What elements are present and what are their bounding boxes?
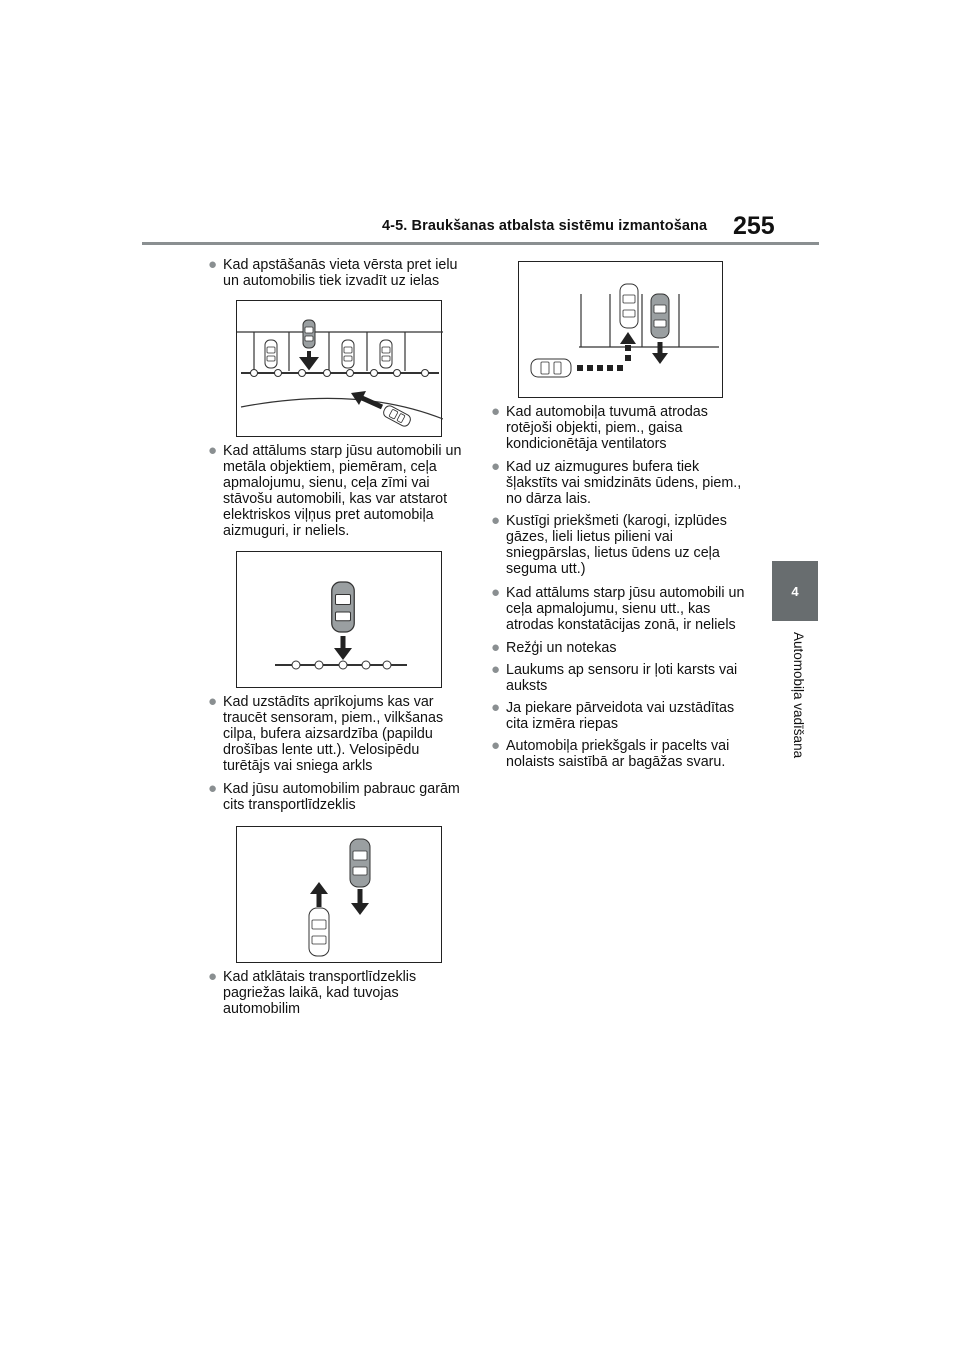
short-distance-illustration	[237, 552, 443, 689]
list-item	[491, 640, 616, 656]
list-item	[208, 969, 416, 1017]
chapter-title: Automobiļa vadīšana	[791, 632, 806, 759]
header-rule	[142, 242, 819, 245]
figure-parking-facing-street	[236, 300, 442, 437]
parking-street-illustration	[237, 301, 443, 438]
list-item-text: Režģi un notekas	[506, 640, 617, 656]
passing-vehicle-illustration	[237, 827, 443, 964]
list-item-text: Kad atklātais transportlīdzeklis pagriežas laikā, kad tuvojas automobilim	[223, 969, 417, 1017]
list-item-text: Kad apstāšanās vieta vērsta pret ielu un automobilis tiek izvadīt uz ielas	[223, 257, 458, 289]
list-item-text: Kad uz aizmugures bufera tiek šļakstīts vai smidzināts ūdens, piem., no dārza lais.	[506, 459, 742, 507]
list-item	[491, 738, 729, 770]
bullet-icon: ●	[491, 699, 501, 716]
bullet-icon: ●	[491, 661, 501, 678]
bullet-icon: ●	[208, 780, 218, 797]
list-item-text: Automobiļa priekšgals ir pacelts vai nolaists saistībā ar bagāžas svaru.	[506, 738, 730, 770]
bullet-icon: ●	[208, 442, 218, 459]
list-item-text: Kad uzstādīts aprīkojums kas var traucēt sensoram, piem., vilkšanas cilpa, bufera aizsardzība (papildu drošības lente utt.). Velosipēdu turētājs vai sniega arkls	[223, 694, 444, 774]
chapter-tab: 4	[772, 561, 818, 621]
list-item-text: Kad attālums starp jūsu automobili un ceļa apmalojumu, sienu utt., kas atrodas konstatācijas zonā, ir neliels	[506, 585, 745, 633]
figure-short-distance-objects	[236, 551, 442, 688]
list-item-text: Kad attālums starp jūsu automobili un metāla objektiem, piemēram, ceļa apmalojumu, sienu, ceļa zīmi vai stāvošu automobili, kas var atstarot elektriskos viļņus pret automobiļa aizmuguri, ir neliels.	[223, 443, 462, 539]
figure-passing-vehicle	[236, 826, 442, 963]
bullet-icon: ●	[491, 403, 501, 420]
figure-turning-vehicle	[518, 261, 723, 398]
bullet-icon: ●	[208, 256, 218, 273]
bullet-icon: ●	[208, 968, 218, 985]
list-item	[491, 700, 734, 732]
list-item	[491, 662, 737, 694]
bullet-icon: ●	[208, 693, 218, 710]
list-item	[491, 404, 708, 452]
list-item-text: Kustīgi priekšmeti (karogi, izplūdes gāzes, lieli lietus pilieni vai sniegpārslas, lietus ūdens uz ceļa seguma utt.)	[506, 513, 727, 577]
list-item	[491, 585, 744, 633]
bullet-icon: ●	[491, 737, 501, 754]
page-number: 255	[733, 212, 775, 240]
list-item-text: Kad jūsu automobilim pabrauc garām cits transportlīdzeklis	[223, 781, 460, 813]
list-item	[491, 459, 741, 507]
list-item-text: Laukums ap sensoru ir ļoti karsts vai auksts	[506, 662, 738, 694]
chapter-side-label	[786, 632, 808, 780]
bullet-icon: ●	[491, 458, 501, 475]
list-item	[208, 694, 443, 774]
list-item	[208, 781, 460, 813]
list-item	[491, 513, 727, 577]
bullet-icon: ●	[491, 584, 501, 601]
section-title: 4-5. Braukšanas atbalsta sistēmu izmantošana	[382, 218, 708, 234]
list-item	[208, 257, 457, 289]
list-item	[208, 443, 461, 539]
list-item-text: Ja piekare pārveidota vai uzstādītas cita izmēra riepas	[506, 700, 735, 732]
list-item-text: Kad automobiļa tuvumā atrodas rotējoši objekti, piem., gaisa kondicionētāja ventilators	[506, 404, 708, 452]
turning-vehicle-illustration	[519, 262, 724, 399]
bullet-icon: ●	[491, 512, 501, 529]
bullet-icon: ●	[491, 639, 501, 656]
